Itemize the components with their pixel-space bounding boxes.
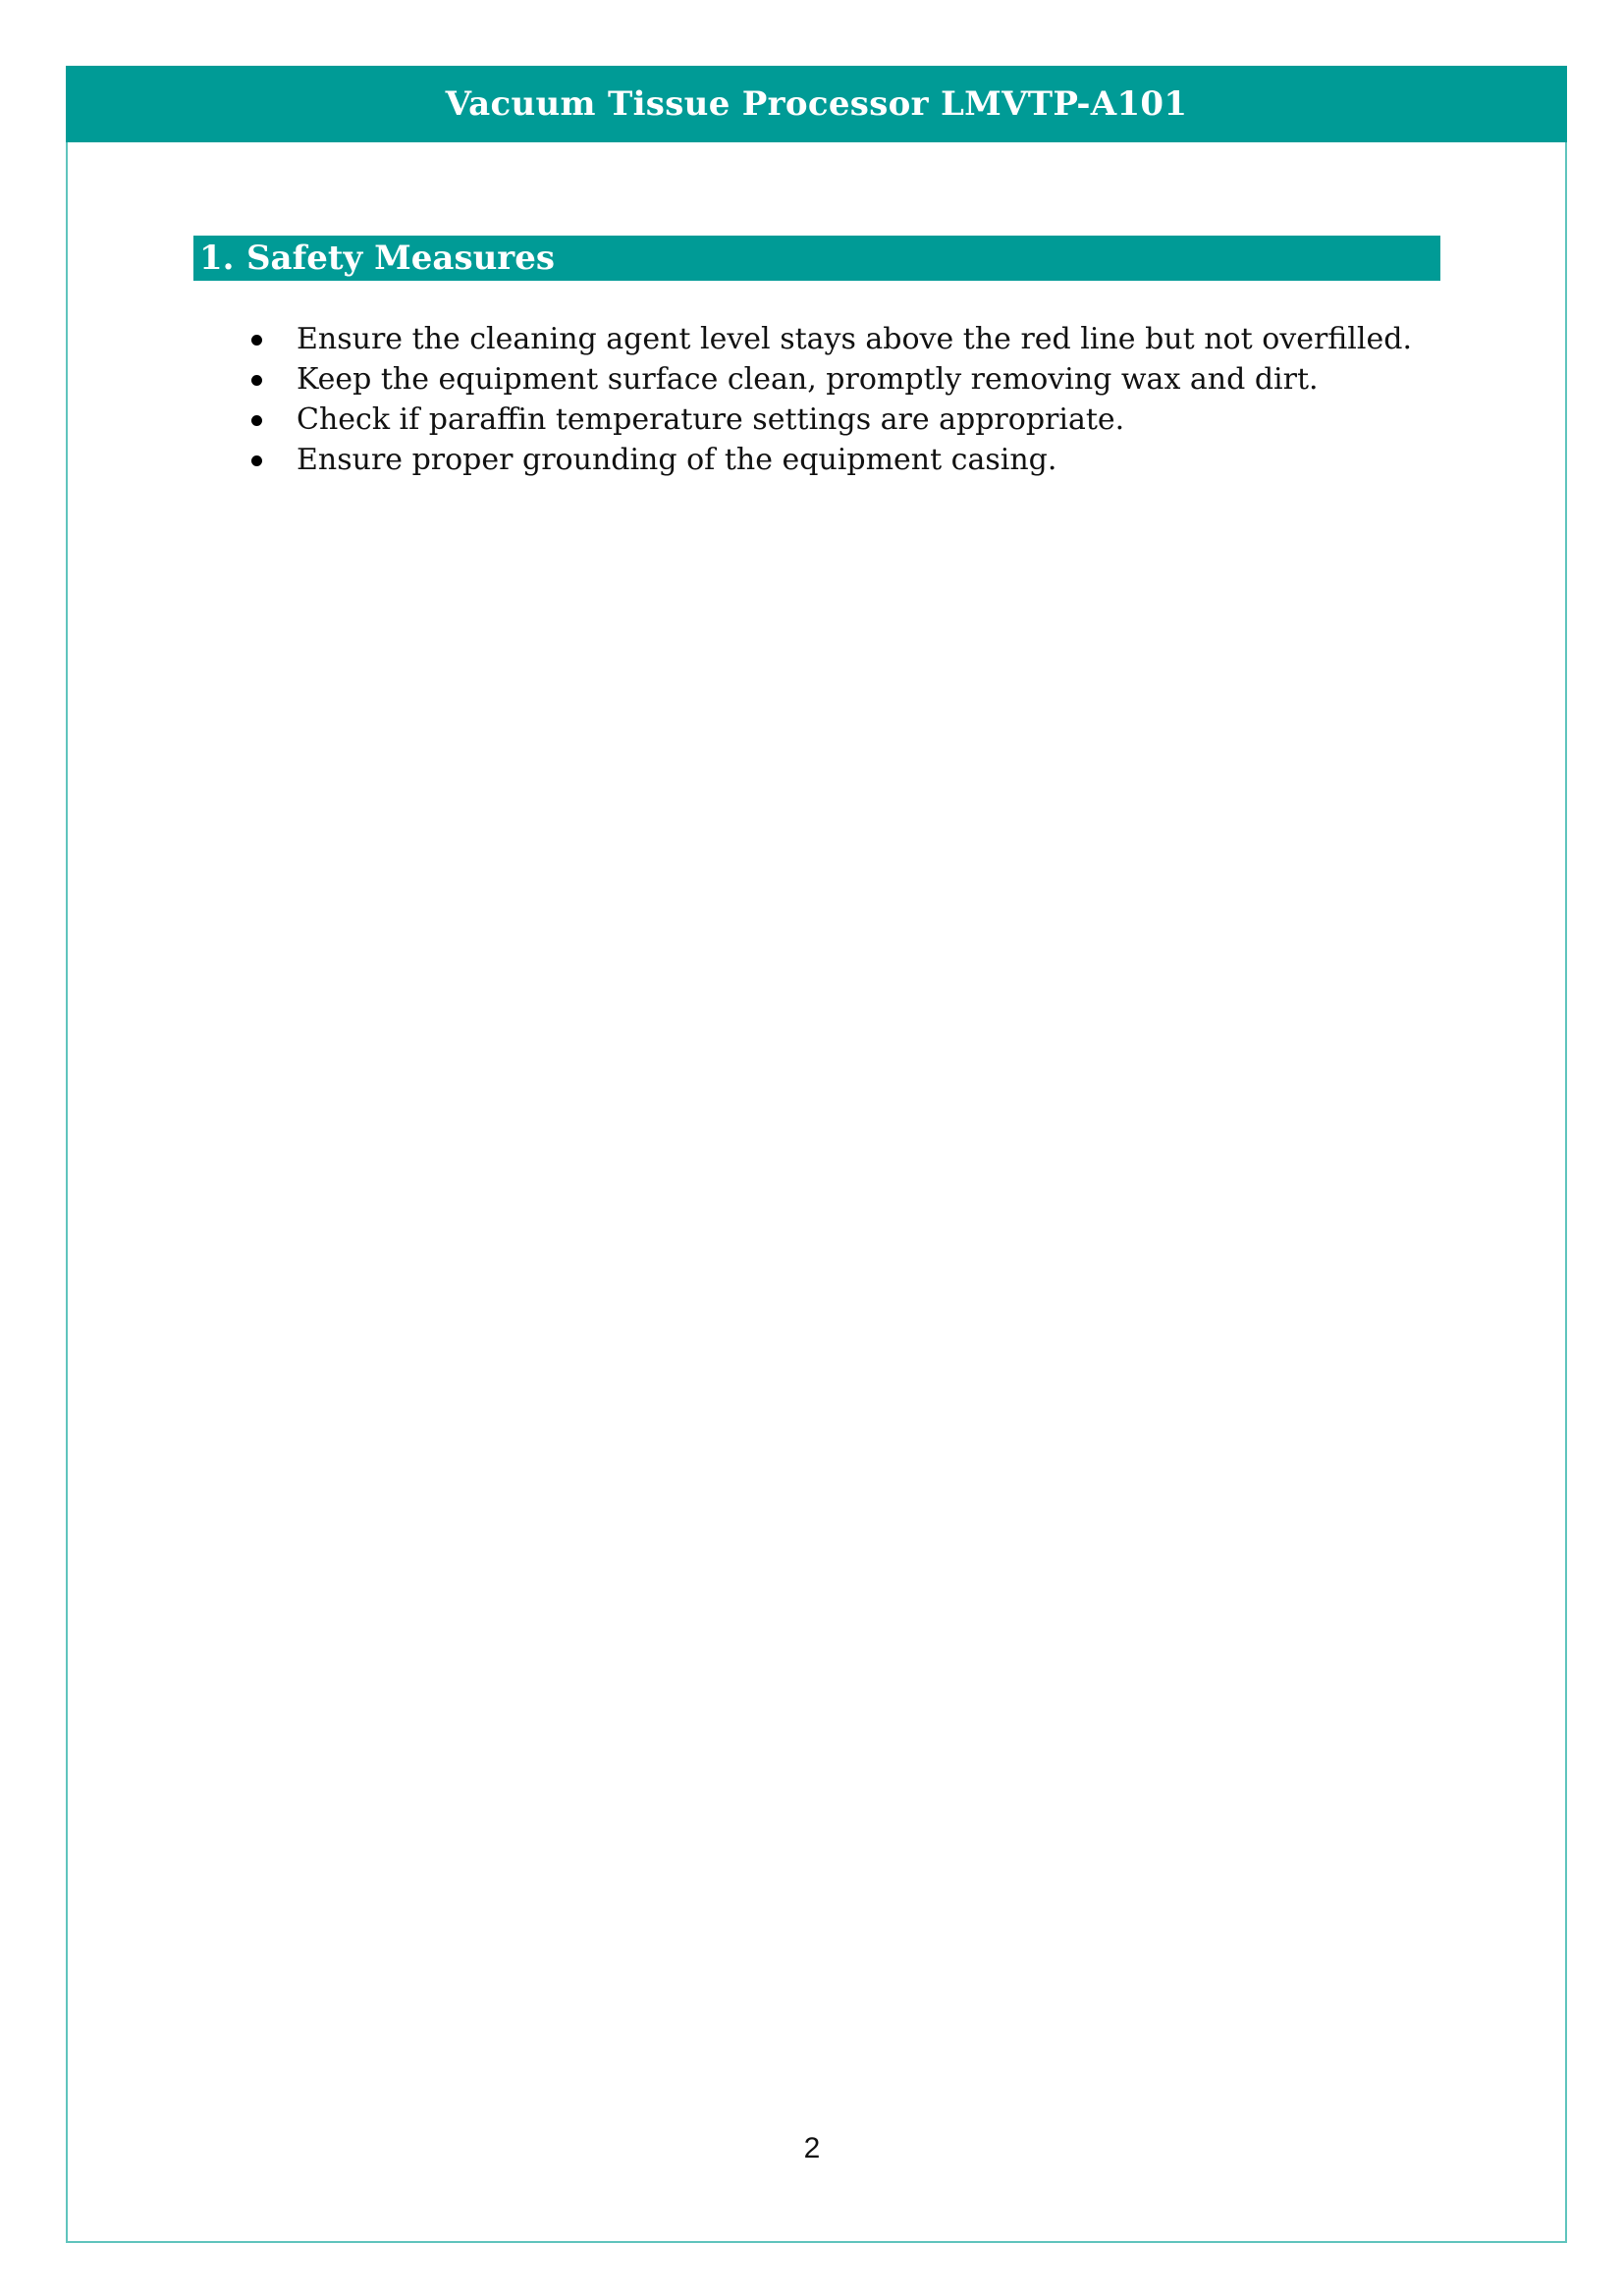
section-number: 1. <box>199 239 235 278</box>
safety-list <box>236 319 1412 480</box>
bullet-icon <box>251 415 262 426</box>
document-title: Vacuum Tissue Processor LMVTP-A101 <box>445 84 1188 124</box>
list-item <box>236 359 1412 400</box>
bullet-icon <box>251 455 262 466</box>
list-item-text: Ensure the cleaning agent level stays above the red line but not overfilled. <box>297 322 1412 356</box>
list-item <box>236 400 1412 440</box>
list-item <box>236 440 1412 480</box>
section-title: Safety Measures <box>246 239 555 278</box>
list-item-text: Keep the equipment surface clean, promptly removing wax and dirt. <box>297 362 1319 397</box>
list-item <box>236 319 1412 359</box>
bullet-icon <box>251 375 262 386</box>
bullet-icon <box>251 335 262 346</box>
page-number: 2 <box>803 2132 821 2164</box>
section-heading <box>193 236 1440 281</box>
list-item-text: Ensure proper grounding of the equipment casing. <box>297 443 1057 477</box>
list-item-text: Check if paraffin temperature settings are appropriate. <box>297 402 1125 437</box>
document-header <box>66 66 1567 142</box>
